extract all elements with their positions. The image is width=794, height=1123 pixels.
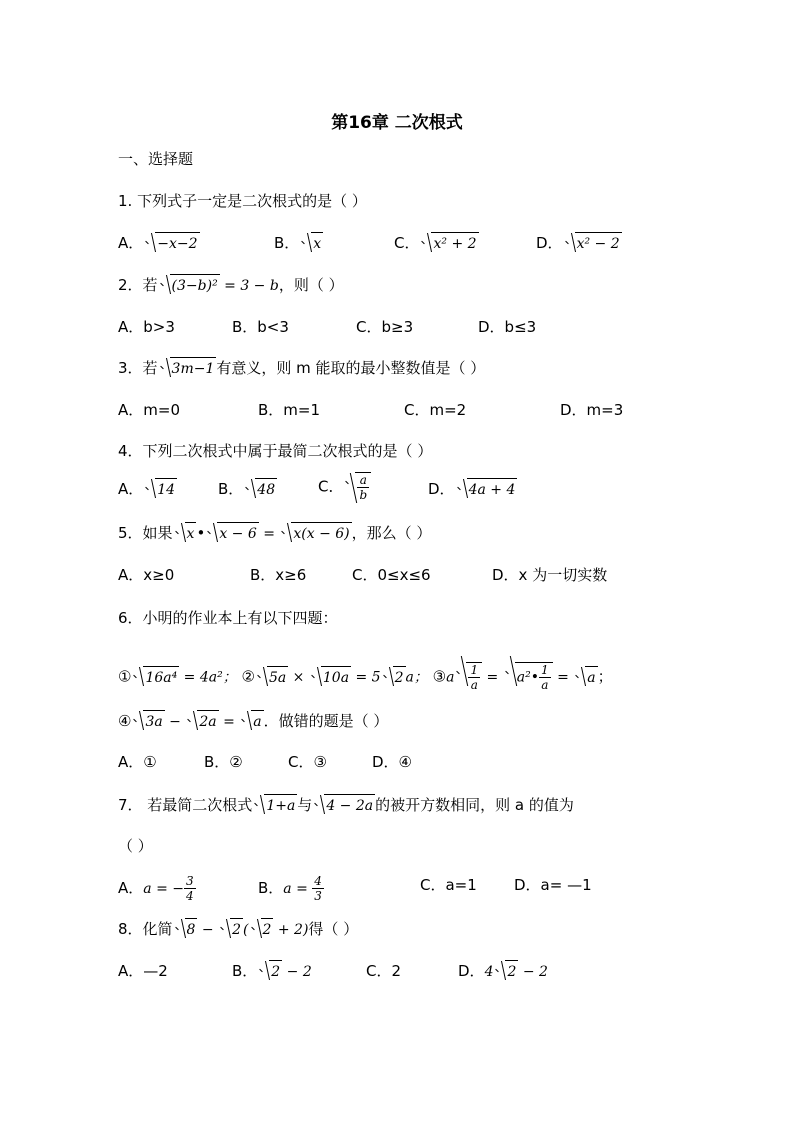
sqrt-expr: 3a: [133, 710, 164, 733]
sqrt-expr: −x−2: [145, 232, 199, 255]
q3-option-b: B．m=1: [258, 401, 321, 419]
sqrt-expr: 4a + 4: [457, 478, 518, 501]
sqrt-expr: a: [241, 710, 263, 733]
section-heading: 一、选择题: [118, 150, 194, 168]
sqrt-expr: x − 6: [207, 522, 258, 545]
q3-option-a: A．m=0: [118, 401, 180, 419]
sqrt-fraction: a²• $\frac{1}{a}$: [505, 662, 553, 692]
question-8-stem: 8．化简 8 − 2 ( 2 + 2)得（ ）: [118, 918, 358, 941]
q3-option-c: C．m=2: [404, 401, 467, 419]
sqrt-expr: 2: [495, 960, 518, 983]
sqrt-expr: a: [575, 666, 597, 689]
q5-option-b: B．x≥6: [250, 566, 307, 584]
q8-option-d: D．4 2 − 2: [458, 960, 548, 983]
sqrt-expr: 10a: [311, 666, 351, 689]
question-7-paren: （ ）: [118, 837, 153, 855]
sqrt-expr: 2: [251, 918, 274, 941]
sqrt-expr: (3−b)²: [160, 274, 220, 297]
sqrt-expr: x² − 2: [565, 232, 622, 255]
q5-option-c: C．0≤x≤6: [352, 566, 431, 584]
q2-option-c: C．b≥3: [356, 318, 414, 336]
sqrt-expr: 8: [175, 918, 198, 941]
sqrt-expr: 1+a: [254, 794, 297, 817]
q5-option-a: A．x≥0: [118, 566, 175, 584]
sqrt-expr: 2: [259, 960, 282, 983]
sqrt-expr: 2: [383, 666, 406, 689]
q3-option-d: D．m=3: [560, 401, 624, 419]
sqrt-expr: 16a⁴: [133, 666, 179, 689]
sqrt-expr: x² + 2: [421, 232, 478, 255]
q1-option-a: A． −x−2: [118, 232, 200, 255]
question-5-stem: 5．如果 x • x − 6 = x(x − 6) ，那么（ ）: [118, 522, 431, 545]
q4-option-d: D． 4a + 4: [428, 478, 517, 501]
question-3-stem: 3．若 3m−1 有意义，则 m 能取的最小整数值是（ ）: [118, 357, 485, 380]
q4-option-b: B． 48: [218, 478, 277, 501]
q2-option-b: B．b<3: [232, 318, 289, 336]
question-2-stem: 2．若 (3−b)² = 3 − b，则（ ）: [118, 274, 344, 297]
q2-option-d: D．b≤3: [478, 318, 537, 336]
sqrt-expr: 2a: [187, 710, 218, 733]
q6-option-a: A．①: [118, 753, 157, 771]
q6-option-d: D．④: [372, 753, 412, 771]
sqrt-expr: 2: [220, 918, 243, 941]
sqrt-fraction: $\frac{a}{b}$: [345, 472, 371, 502]
q4-option-a: A． 14: [118, 478, 177, 501]
q1-option-c: C． x² + 2: [394, 232, 479, 255]
q7-option-b: B．a = $\frac{4}{3}$: [258, 874, 322, 903]
sqrt-expr: 4 − 2a: [314, 794, 375, 817]
sqrt-fraction: $\frac{1}{a}$: [456, 662, 482, 692]
sqrt-expr: x: [175, 522, 197, 545]
q2-option-a: A．b>3: [118, 318, 175, 336]
q7-option-a: A．a = − $\frac{3}{4}$: [118, 874, 194, 903]
question-1-stem: 1. 下列式子一定是二次根式的是（ ）: [118, 192, 367, 210]
q4-option-c: C． $\frac{a}{b}$: [318, 472, 371, 502]
sqrt-expr: 48: [245, 478, 277, 501]
page-title: 第16章 二次根式: [331, 113, 463, 133]
q8-option-b: B． 2 − 2: [232, 960, 312, 983]
sqrt-expr: x: [301, 232, 323, 255]
question-6-stem: 6．小明的作业本上有以下四题：: [118, 609, 338, 627]
sqrt-expr: x(x − 6): [281, 522, 351, 545]
q1-option-b: B． x: [274, 232, 323, 255]
question-4-stem: 4．下列二次根式中属于最简二次根式的是（ ）: [118, 442, 433, 460]
question-6-item-4: ④ 3a − 2a = a ．做错的题是（ ）: [118, 710, 388, 733]
q1-option-d: D． x² − 2: [536, 232, 622, 255]
question-6-items-1-3: ① 16a⁴ = 4a²； ② 5a × 10a = 5 2 a； ③a $\frac{1}{a}$ = a²• $\frac{1}{a}$ = a ；: [118, 662, 613, 692]
sqrt-expr: 14: [145, 478, 177, 501]
q8-option-a: A．—2: [118, 962, 168, 980]
q6-option-b: B．②: [204, 753, 243, 771]
question-7-stem: 7． 若最简二次根式 1+a 与 4 − 2a 的被开方数相同，则 a 的值为: [118, 794, 574, 817]
q5-option-d: D．x 为一切实数: [492, 566, 608, 584]
sqrt-expr: 5a: [257, 666, 288, 689]
q8-option-c: C．2: [366, 962, 402, 980]
q6-option-c: C．③: [288, 753, 327, 771]
sqrt-expr: 3m−1: [160, 357, 217, 380]
q7-option-c: C．a=1: [420, 876, 477, 894]
q7-option-d: D．a= —1: [514, 876, 592, 894]
